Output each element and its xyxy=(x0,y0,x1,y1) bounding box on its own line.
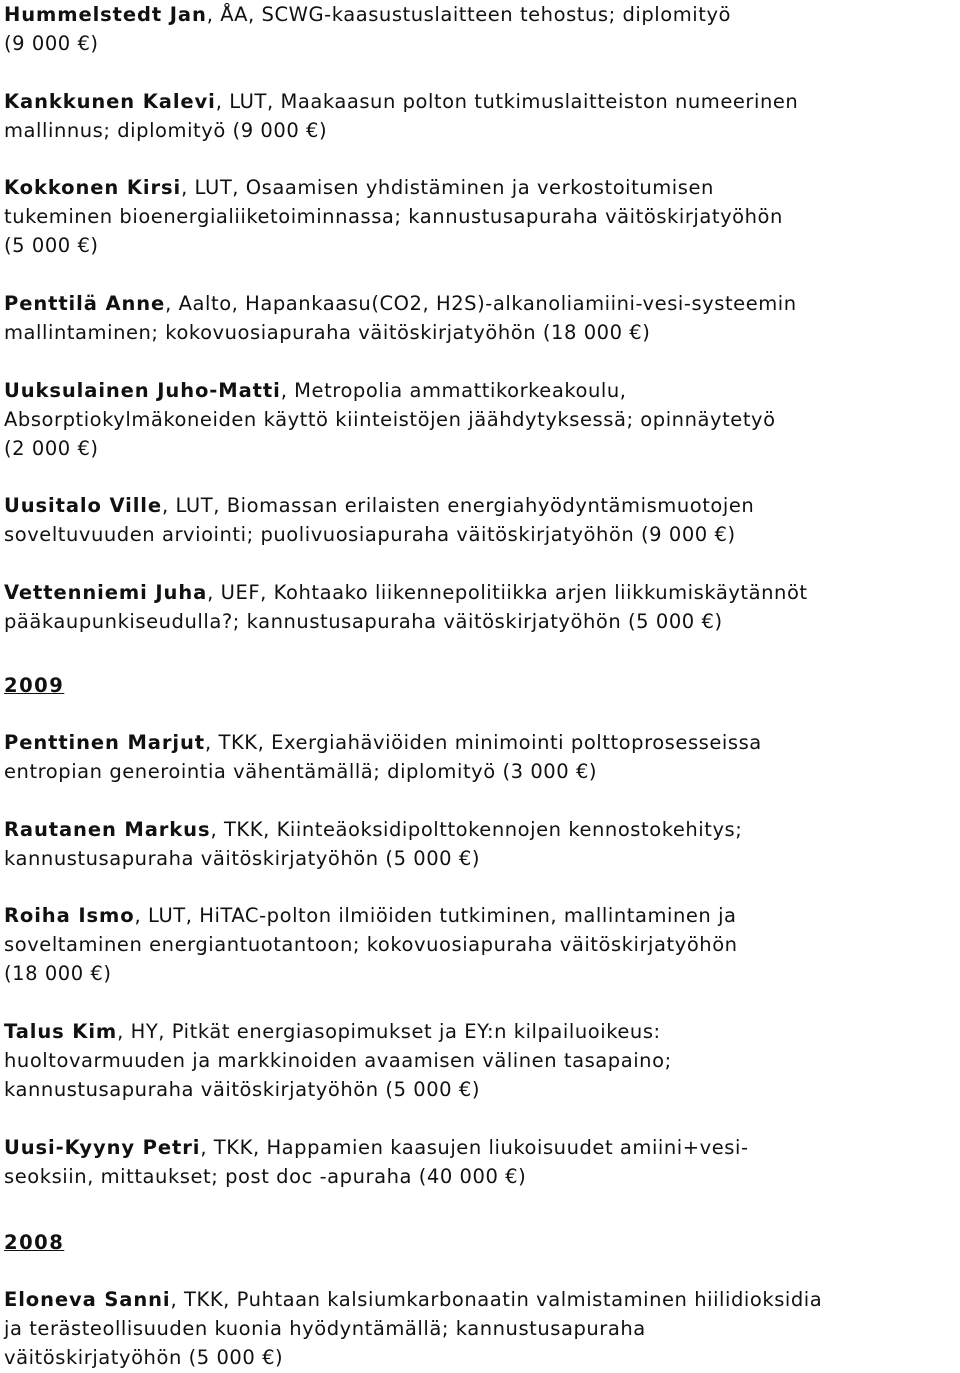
grant-text: pääkaupunkiseudulla?; kannustusapuraha väitöskirjatyöhön (5 000 €) xyxy=(4,609,723,633)
year-heading: 2008 xyxy=(4,1231,65,1254)
grant-text: , TKK, Puhtaan kalsiumkarbonaatin valmistaminen hiilidioksidia xyxy=(170,1288,823,1311)
grant-text: soveltaminen energiantuotantoon; kokovuosiapuraha väitöskirjatyöhön xyxy=(4,932,738,956)
grant-text: (5 000 €) xyxy=(4,233,99,257)
grant-text: kannustusapuraha väitöskirjatyöhön (5 000 €) xyxy=(4,1077,481,1101)
grant-text: , Aalto, Hapankaasu(CO2, H2S)-alkanoliamiini-vesi-systeemin xyxy=(165,292,797,315)
recipient-name: Talus Kim xyxy=(4,1020,118,1043)
grant-entry xyxy=(4,579,808,637)
grant-text: (18 000 €) xyxy=(4,961,112,985)
grant-entry xyxy=(4,902,738,988)
grant-text: mallinnus; diplomityö (9 000 €) xyxy=(4,118,328,142)
grant-entry xyxy=(4,1134,749,1192)
grant-text: huoltovarmuuden ja markkinoiden avaamisen välinen tasapaino; xyxy=(4,1048,672,1072)
grant-text: kannustusapuraha väitöskirjatyöhön (5 000 €) xyxy=(4,846,481,870)
grant-text: (2 000 €) xyxy=(4,436,99,460)
recipient-name: Uusi-Kyyny Petri xyxy=(4,1136,201,1159)
grant-entry xyxy=(4,1018,672,1104)
recipient-name: Kokkonen Kirsi xyxy=(4,176,182,199)
recipient-name: Uuksulainen Juho-Matti xyxy=(4,379,281,402)
recipient-name: Kankkunen Kalevi xyxy=(4,90,216,113)
grant-entry xyxy=(4,1,731,59)
grant-text: , LUT, Biomassan erilaisten energiahyödyntämismuotojen xyxy=(161,494,755,517)
recipient-name: Uusitalo Ville xyxy=(4,494,162,517)
grant-text: (9 000 €) xyxy=(4,31,99,55)
grant-entry xyxy=(4,88,798,146)
grant-text: seoksiin, mittaukset; post doc -apuraha (40 000 €) xyxy=(4,1164,527,1188)
grant-text: mallintaminen; kokovuosiapuraha väitöskirjatyöhön (18 000 €) xyxy=(4,320,651,344)
grant-text: , LUT, HiTAC-polton ilmiöiden tutkiminen, mallintaminen ja xyxy=(134,904,737,927)
grant-entry xyxy=(4,1286,822,1372)
grant-text: väitöskirjatyöhön (5 000 €) xyxy=(4,1345,284,1369)
grant-text: tukeminen bioenergialiiketoiminnassa; kannustusapuraha väitöskirjatyöhön xyxy=(4,204,783,228)
grant-entry xyxy=(4,290,797,348)
recipient-name: Roiha Ismo xyxy=(4,904,135,927)
year-heading: 2009 xyxy=(4,674,65,697)
grant-text: , LUT, Maakaasun polton tutkimuslaitteiston numeerinen xyxy=(215,90,799,113)
grant-text: , HY, Pitkät energiasopimukset ja EY:n kilpailuoikeus: xyxy=(117,1020,661,1043)
recipient-name: Hummelstedt Jan xyxy=(4,3,207,26)
grant-text: entropian generointia vähentämällä; diplomityö (3 000 €) xyxy=(4,759,598,783)
grant-text: , UEF, Kohtaako liikennepolitiikka arjen liikkumiskäytännöt xyxy=(207,581,808,604)
grant-entry xyxy=(4,816,742,874)
grant-text: , TKK, Kiinteäoksidipolttokennojen kennostokehitys; xyxy=(210,818,743,841)
recipient-name: Vettenniemi Juha xyxy=(4,581,208,604)
grant-entry xyxy=(4,377,776,463)
grant-text: , TKK, Exergiahäviöiden minimointi polttoprosesseissa xyxy=(204,731,762,754)
recipient-name: Penttinen Marjut xyxy=(4,731,205,754)
grant-text: , LUT, Osaamisen yhdistäminen ja verkostoitumisen xyxy=(181,176,714,199)
grant-text: , Metropolia ammattikorkeakoulu, xyxy=(280,379,627,402)
recipient-name: Penttilä Anne xyxy=(4,292,166,315)
grant-entry xyxy=(4,174,783,260)
grant-entry xyxy=(4,492,754,550)
grant-text: , TKK, Happamien kaasujen liukoisuudet amiini+vesi- xyxy=(200,1136,749,1159)
grant-text: Absorptiokylmäkoneiden käyttö kiinteistöjen jäähdytyksessä; opinnäytetyö xyxy=(4,407,776,431)
grant-entry xyxy=(4,729,762,787)
grant-text: soveltuvuuden arviointi; puolivuosiapuraha väitöskirjatyöhön (9 000 €) xyxy=(4,522,736,546)
recipient-name: Rautanen Markus xyxy=(4,818,211,841)
recipient-name: Eloneva Sanni xyxy=(4,1288,171,1311)
grant-text: , ÅA, SCWG-kaasustuslaitteen tehostus; diplomityö xyxy=(206,3,732,26)
grant-text: ja terästeollisuuden kuonia hyödyntämällä; kannustusapuraha xyxy=(4,1316,646,1340)
